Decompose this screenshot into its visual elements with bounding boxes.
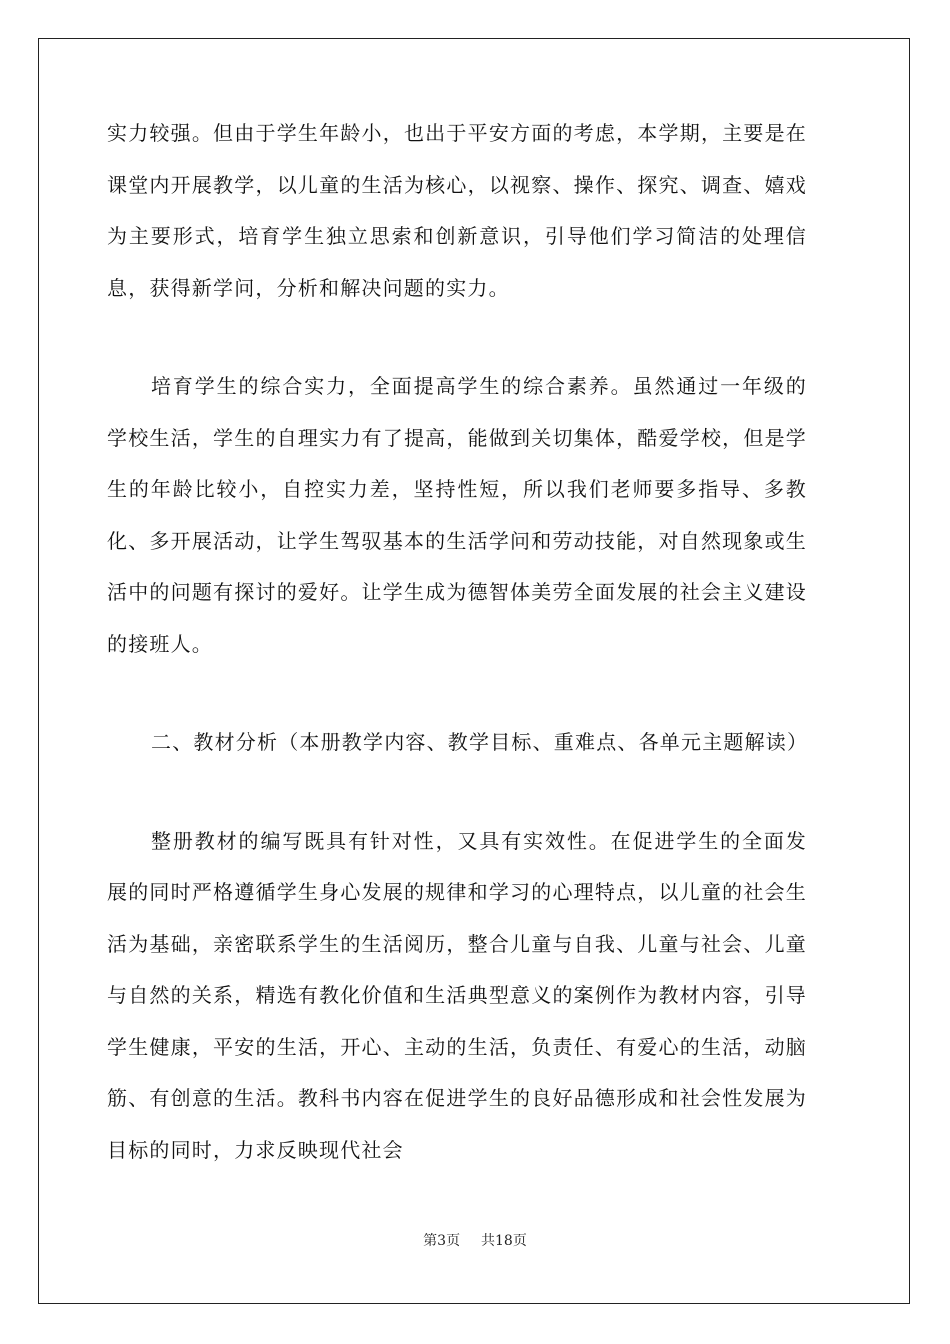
paragraph-2: 培育学生的综合实力，全面提高学生的综合素养。虽然通过一年级的学校生活，学生的自理实力有了提高，能做到关切集体，酷爱学校，但是学生的年龄比较小，自控实力差，坚持性短，所以我们老师要多指导、多教化、多开展活动，让学生驾驭基本的生活学问和劳动技能，对自然现象或生活中的问题有探讨的爱好。让学生成为德智体美劳全面发展的社会主义建设的接班人。 (107, 374, 807, 656)
page-number: 第3页 (423, 1233, 461, 1249)
paragraph-gap (107, 314, 807, 361)
page-total: 共18页 (481, 1233, 527, 1249)
section-heading: 二、教材分析（本册教学内容、教学目标、重难点、各单元主题解读） (151, 730, 809, 754)
paragraph-gap (107, 769, 807, 816)
paragraph-1: 实力较强。但由于学生年龄小，也出于平安方面的考虑，本学期，主要是在课堂内开展教学，以儿童的生活为核心，以视察、操作、探究、调查、嬉戏为主要形式，培育学生独立思索和创新意识，引导他们学习简洁的处理信息，获得新学问，分析和解决问题的实力。 (107, 121, 807, 300)
document-body (107, 108, 807, 1176)
paragraph-gap (107, 670, 807, 717)
page-footer (0, 1230, 950, 1250)
paragraph-3: 整册教材的编写既具有针对性，又具有实效性。在促进学生的全面发展的同时严格遵循学生身心发展的规律和学习的心理特点，以儿童的社会生活为基础，亲密联系学生的生活阅历，整合儿童与自我、儿童与社会、儿童与自然的关系，精选有教化价值和生活典型意义的案例作为教材内容，引导学生健康，平安的生活，开心、主动的生活，负责任、有爱心的生活，动脑筋、有创意的生活。教科书内容在促进学生的良好品德形成和社会性发展为目标的同时，力求反映现代社会 (107, 828, 807, 1162)
